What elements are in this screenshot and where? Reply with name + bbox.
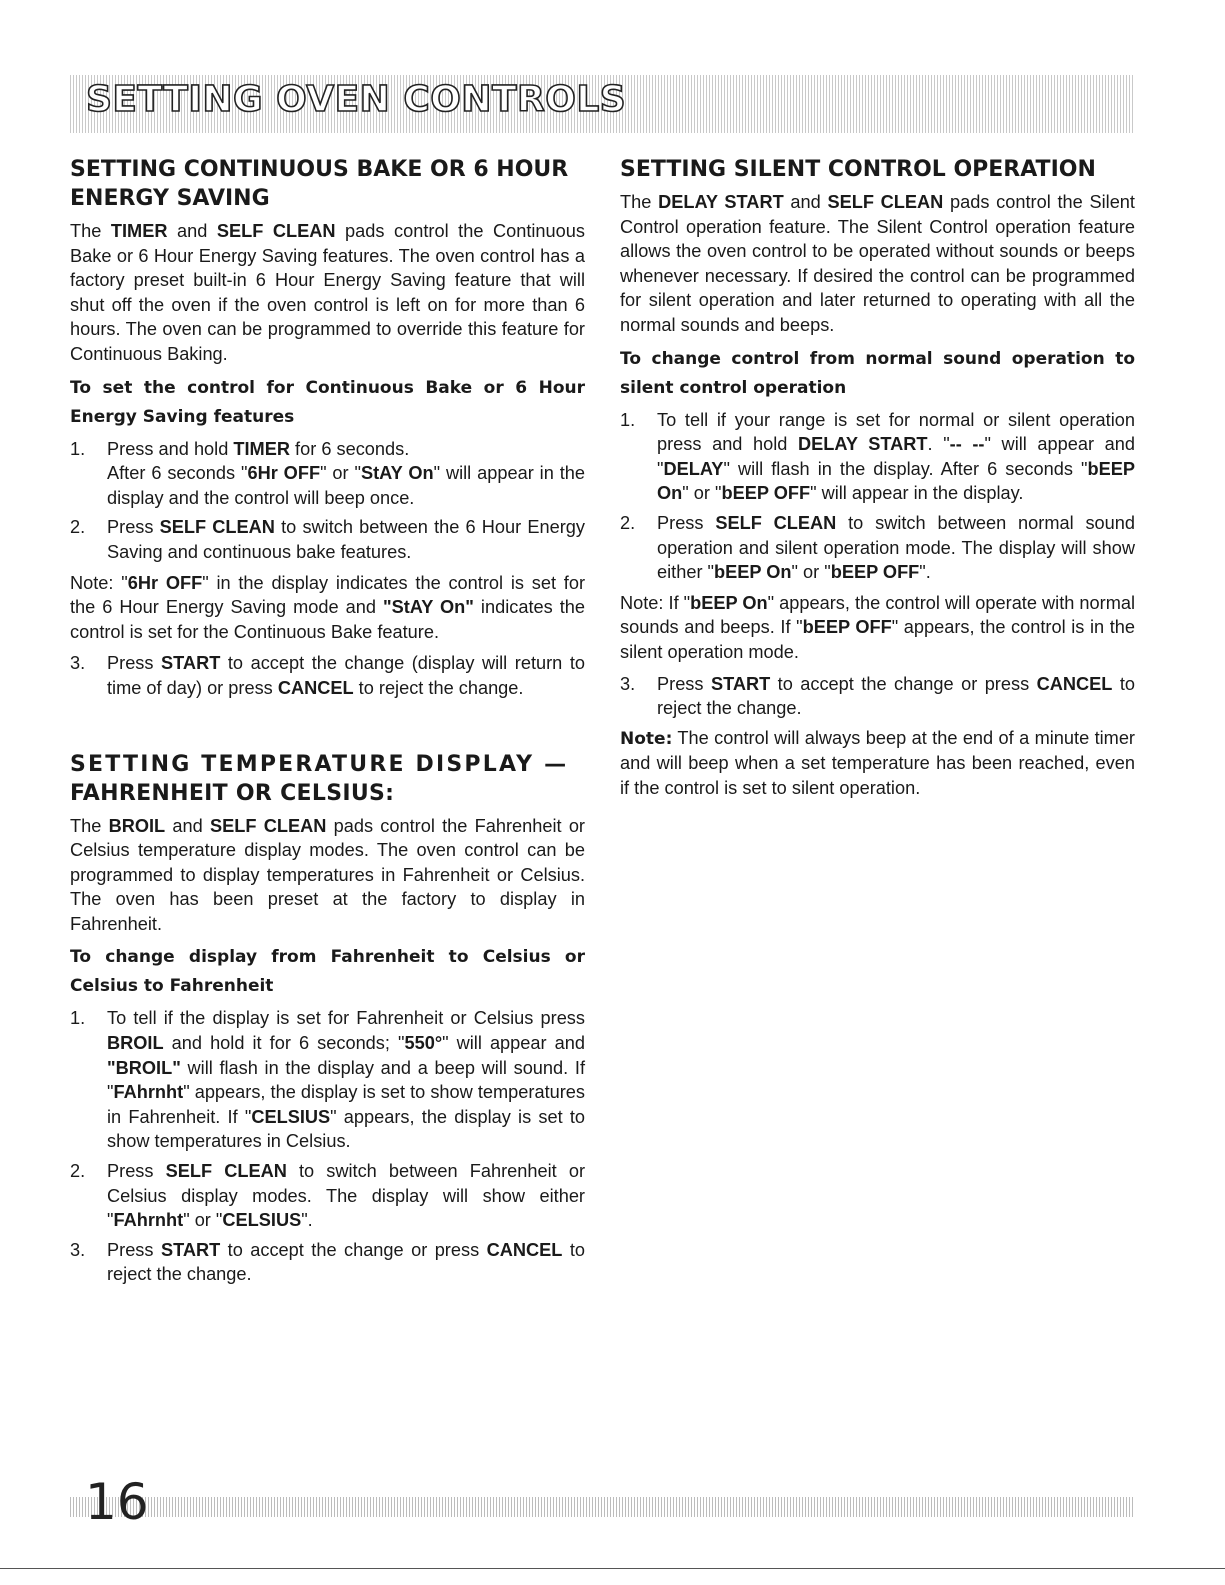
continuous-bake-intro: The TIMER and SELF CLEAN pads control the Continuous Bake or 6 Hour Energy Saving features. The oven control has a factory preset built-in 6 Hour Energy Saving feature that will shut off the oven if the oven control is left on for more than 6 hours. The oven can be programmed to override this feature for Continuous Baking. [70,221,585,364]
list-item: 3. Press START to accept the change (display will return to time of day) or press CANCEL to reject the change. [70,653,585,698]
list-item: 2. Press SELF CLEAN to switch between the 6 Hour Energy Saving and continuous bake features. [70,517,585,562]
subheading-temperature-display: To change display from Fahrenheit to Celsius or Celsius to Fahrenheit [70,947,585,997]
list-item: 1. To tell if the display is set for Fahrenheit or Celsius press BROIL and hold it for 6 seconds; "550°" will appear and "BROIL" will flash in the display and a beep will sound. If "FAhrnht" appears, the display is set to show temperatures in Fahrenheit. If "CELSIUS" appears, the display is set to show temperatures in Celsius. [70,1008,585,1152]
list-item: 2. Press SELF CLEAN to switch between Fahrenheit or Celsius display modes. The display will show either "FAhrnht" or "CELSIUS". [70,1161,585,1231]
list-item: 3. Press START to accept the change or press CANCEL to reject the change. [620,673,1135,719]
list-item: 3. Press START to accept the change or press CANCEL to reject the change. [70,1239,585,1285]
list-item: 1. Press and hold TIMER for 6 seconds. After 6 seconds "6Hr OFF" or "StAY On" will appear in the display and the control will beep once. [70,438,586,508]
page-title: SETTING OVEN CONTROLS [86,79,627,120]
title-banner [70,75,1133,133]
subheading-continuous-bake: To set the control for Continuous Bake or 6 Hour Energy Saving features [70,377,585,427]
footer-bar [70,1497,1133,1517]
continuous-bake-steps [70,437,585,565]
temperature-display-steps [70,1006,585,1287]
page-number: 16 [85,1473,149,1531]
continuous-bake-steps-cont [70,651,585,700]
list-item: 1. To tell if your range is set for normal or silent operation press and hold DELAY START. "-- --" will appear and "DELAY" will flash in the display. After 6 seconds "bEEP On" or "bEEP OFF" will appear in the display. [620,409,1135,504]
silent-control-intro: The DELAY START and SELF CLEAN pads control the Silent Control operation feature. The Silent Control operation feature allows the oven control to be operated without sounds or beeps whenever necessary. If desired the control can be programmed for silent operation and later returned to operating with all the normal sounds and beeps. [620,192,1135,335]
silent-control-steps-cont [620,672,1135,721]
right-column [620,155,1135,800]
temperature-display-intro: The BROIL and SELF CLEAN pads control the Fahrenheit or Celsius temperature display modes. The oven control can be programmed to display temperatures in Fahrenheit or Celsius. The oven has been preset at the factory to display in Fahrenheit. [70,815,585,934]
left-column [70,155,585,1292]
silent-control-final-note: Note: The control will always beep at the end of a minute timer and will beep when a set temperature has been reached, even if the control is set to silent operation. [620,727,1135,798]
heading-temperature-display: SETTING TEMPERATURE DISPLAY — FAHRENHEIT OR CELSIUS: [70,751,569,806]
continuous-bake-note: Note: "6Hr OFF" in the display indicates the control is set for the 6 Hour Energy Saving mode and "StAY On" indicates the control is set for the Continuous Bake feature. [70,572,586,642]
heading-silent-control: SETTING SILENT CONTROL OPERATION [620,157,1096,182]
list-item: 2. Press SELF CLEAN to switch between normal sound operation and silent operation mode. The display will show either "bEEP On" or "bEEP OFF". [620,512,1136,583]
silent-control-note: Note: If "bEEP On" appears, the control will operate with normal sounds and beeps. If "bEEP OFF" appears, the control is in the silent operation mode. [620,592,1136,662]
silent-control-steps [620,408,1135,585]
bottom-rule [0,1568,1225,1569]
heading-continuous-bake: SETTING CONTINUOUS BAKE OR 6 HOUR ENERGY SAVING [70,157,569,211]
subheading-silent-control: To change control from normal sound operation to silent control operation [620,348,1135,398]
